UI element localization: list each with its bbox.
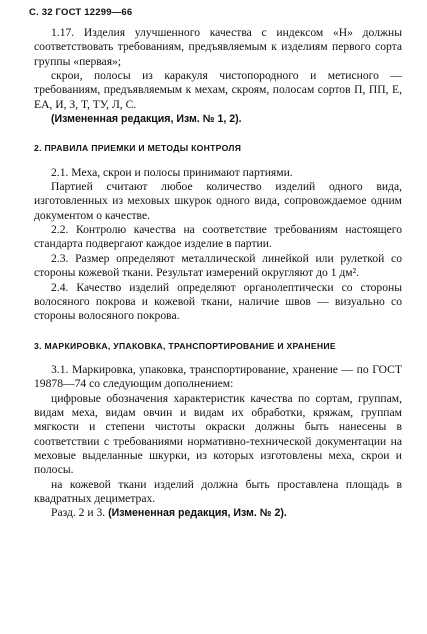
- paragraph-2-2: 2.2. Контролю качества на соответствие требованиям настоящего стандарта подвергают каждое изделие в партии.: [34, 223, 402, 251]
- section-3-title: 3. МАРКИРОВКА, УПАКОВКА, ТРАНСПОРТИРОВАНИЕ И ХРАНЕНИЕ: [34, 340, 336, 351]
- paragraph-2-1: 2.1. Меха, скрои и полосы принимают партиями.: [51, 165, 293, 179]
- paragraph-1-17-cont: скрои, полосы из каракуля чистопородного и метисного — требованиям, предъявляемым к мехам, скроям, полосам сортов П, ПП, Е, ЕА, И, З, Т, ТУ, Л, С.: [34, 69, 402, 111]
- paragraph-2-4: 2.4. Качество изделий определяют органолептически со стороны волосяного покрова и кожевой ткани, наличие швов — визуально со стороны волосяного покрова.: [34, 280, 402, 323]
- paragraph-section-note: [34, 506, 402, 520]
- paragraph-2-3: 2.3. Размер определяют металлической линейкой или рулеткой со стороны кожевой ткани. Результат измерений округляют до 1 дм².: [34, 251, 402, 280]
- amendment-text-2: (Измененная редакция, Изм. № 2).: [108, 507, 287, 520]
- section-2-title: 2. ПРАВИЛА ПРИЕМКИ И МЕТОДЫ КОНТРОЛЯ: [34, 143, 242, 154]
- amendment-note-1: [34, 112, 402, 126]
- paragraph-2-1-cont: Партией считают любое количество изделий одного вида, изготовленных из меховых шкурок одного вида, сопровождаемое одним документом о качестве.: [34, 180, 402, 222]
- paragraph-3-1: 3.1. Маркировка, упаковка, транспортирование, хранение — по ГОСТ 19878—74 со следующим дополнением:: [34, 362, 402, 391]
- paragraph-3-1-cont: цифровые обозначения характеристик качества по сортам, группам, видам меха, видам овчин и видам их обработки, кряжам, группам мягкости и степени чистоты окраски должны быть нанесены в соответствии с требованиями нормативно-технической документации на меховые выделанные шкурки, из которых изготовлены меха, скрои и полосы.: [34, 391, 402, 477]
- document-body: [34, 26, 402, 521]
- paragraph-1-17: 1.17. Изделия улучшенного качества с индексом «Н» должны соответствовать требованиям, предъявляемым к изделиям первого сорта группы «первая»;: [34, 26, 402, 68]
- page-header: С. 32 ГОСТ 12299—66: [29, 7, 133, 18]
- section-note-prefix: Разд. 2 и 3.: [51, 506, 109, 520]
- amendment-text-1: (Измененная редакция, Изм. № 1, 2).: [51, 113, 242, 126]
- paragraph-3-1-cont2: на кожевой ткани изделий должна быть проставлена площадь в квадратных дециметрах.: [34, 477, 402, 505]
